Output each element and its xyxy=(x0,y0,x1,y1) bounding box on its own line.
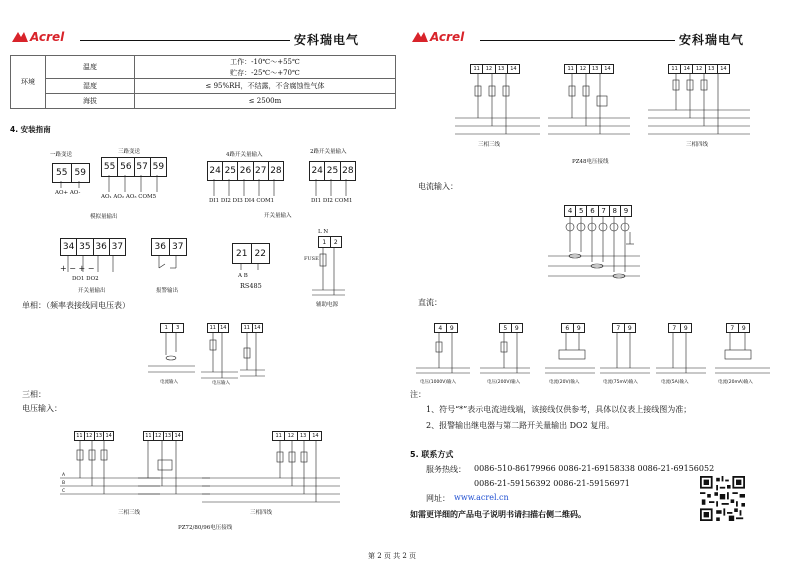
phase-a: A xyxy=(62,473,66,478)
terminal: 8 xyxy=(610,206,621,216)
current-input-title: 电流输入： xyxy=(418,182,458,191)
dc2-terminals xyxy=(499,323,523,333)
env-group: 环境 xyxy=(11,56,46,109)
terminal: 28 xyxy=(270,166,282,176)
analog-three-title: 三路变送 xyxy=(118,149,141,155)
terminal: 14 xyxy=(312,433,319,439)
terminal: 21 xyxy=(233,244,252,263)
terminal: 12 xyxy=(483,65,495,73)
terminal: 11 xyxy=(669,65,681,73)
terminal: 9 xyxy=(741,324,746,332)
terminal: 14 xyxy=(174,433,181,439)
rs485-terminals xyxy=(232,243,270,264)
dc4-terminals xyxy=(612,323,636,333)
tp2-caption: PZ72/80/96电压接线 xyxy=(178,525,233,531)
switch-out-terminals xyxy=(60,238,126,256)
brand-cn-left: 安科瑞电气 xyxy=(294,33,360,47)
aux-caption: 辅助电源 xyxy=(316,302,339,308)
contact-title: 5. 联系方式 xyxy=(410,450,454,459)
terminal: 14 xyxy=(510,66,517,72)
terminal: 7 xyxy=(613,324,625,332)
phase-b: B xyxy=(62,481,66,486)
brand-en-left: Acrel xyxy=(30,30,65,44)
dc2-caption: 电压(200V)输入 xyxy=(487,380,521,385)
terminal: 4 xyxy=(435,324,447,332)
switch-out-signs: + − + − xyxy=(60,264,95,273)
dc3-terminals xyxy=(561,323,585,333)
dc1-terminals xyxy=(434,323,458,333)
terminal: 11 xyxy=(208,324,219,332)
qr-note: 如需更详细的产品电子说明书请扫描右侧二维码。 xyxy=(410,510,586,519)
terminal: 6 xyxy=(562,324,574,332)
dc6-terminals xyxy=(726,323,750,333)
terminal: 35 xyxy=(77,239,93,255)
note-1: 1、符号“*”表示电流进线端，该接线仅供参考，具体以仪表上接线图为准； xyxy=(426,405,692,414)
terminal: 37 xyxy=(172,242,184,252)
qr-code-icon[interactable] xyxy=(700,476,745,521)
tp3-terminals xyxy=(272,431,322,441)
site-link[interactable]: www.acrel.cn xyxy=(454,493,509,502)
aux-fuse: FUSE xyxy=(304,256,319,262)
terminal: 14 xyxy=(220,325,227,331)
terminal: 12 xyxy=(285,432,297,440)
dc3-caption: 电流(20V)输入 xyxy=(549,380,580,385)
terminal: 11 xyxy=(144,432,154,440)
temp-storage: 贮存：-25℃～+70℃ xyxy=(135,67,396,79)
altitude-label: 海拔 xyxy=(46,94,135,109)
terminal: 14 xyxy=(105,433,112,439)
temp-label: 温度 xyxy=(46,56,135,79)
terminal: 13 xyxy=(590,65,602,73)
terminal: 7 xyxy=(669,324,681,332)
terminal: 55 xyxy=(53,164,72,182)
switch-out-sub: DO1 DO2 xyxy=(72,276,99,282)
terminal: 25 xyxy=(223,162,238,180)
tp2-terminals xyxy=(143,431,183,441)
terminal: 9 xyxy=(623,207,629,215)
terminal: 36 xyxy=(94,239,110,255)
terminal: 14 xyxy=(604,66,611,72)
terminal: 28 xyxy=(342,166,354,176)
terminal: 24 xyxy=(208,162,223,180)
phase-c: C xyxy=(62,489,66,494)
terminal: 9 xyxy=(683,324,688,332)
terminal: 1 xyxy=(319,237,331,247)
terminal: 13 xyxy=(298,432,310,440)
terminal: 22 xyxy=(254,248,266,259)
alarm-caption: 报警输出 xyxy=(156,288,179,294)
tp5-caption: PZ48电压接线 xyxy=(572,159,609,165)
switch-in4-labels: DI1 DI2 DI3 DI4 COM1 xyxy=(209,198,275,204)
tp3-caption: 三相四线 xyxy=(250,510,273,516)
tp4-caption: 三相三线 xyxy=(478,142,501,148)
altitude-value: ≤ 2500m xyxy=(135,94,396,109)
dc4-caption: 电流(75mV)输入 xyxy=(603,380,638,385)
temp-work: 工作：-10℃～+55℃ xyxy=(135,56,396,68)
analog-single-title: 一路变送 xyxy=(50,152,73,158)
terminal: 26 xyxy=(238,162,253,180)
switch-out-caption: 开关量输出 xyxy=(78,288,106,294)
terminal: 25 xyxy=(325,162,340,180)
alarm-terminals xyxy=(151,238,187,256)
terminal: 13 xyxy=(164,432,174,440)
dc5-terminals xyxy=(668,323,692,333)
tp4-terminals xyxy=(470,64,520,74)
tp1-terminals xyxy=(74,431,114,441)
single-voltage-caption: 电压输入 xyxy=(212,381,230,386)
terminal: 9 xyxy=(627,324,632,332)
terminal: 34 xyxy=(61,239,77,255)
single-current-caption: 电流输入 xyxy=(160,380,178,385)
terminal: 12 xyxy=(693,65,705,73)
terminal: 11 xyxy=(273,432,285,440)
terminal: 13 xyxy=(95,432,105,440)
single-pt-terminals xyxy=(241,323,263,333)
terminal: 7 xyxy=(727,324,739,332)
terminal: 14 xyxy=(681,65,693,73)
terminal: 12 xyxy=(85,432,95,440)
hotline-line1: 0086-510-86179966 0086-21-69158338 0086-21-69156052 xyxy=(474,464,715,473)
terminal: 11 xyxy=(471,65,483,73)
terminal: 9 xyxy=(449,324,454,332)
tp6-caption: 三相四线 xyxy=(686,142,709,148)
analog-single-labels: AO+ AO- xyxy=(55,190,81,196)
install-title: 4. 安装指南 xyxy=(10,125,51,134)
terminal: 5 xyxy=(500,324,512,332)
terminal: 3 xyxy=(176,325,180,331)
humidity-value: ≤ 95%RH，不结露，不含腐蚀性气体 xyxy=(135,79,396,94)
tp6-terminals xyxy=(668,64,730,74)
note-2: 2、报警输出继电器与第二路开关量输出 DO2 复用。 xyxy=(426,421,615,430)
rs485-caption: RS485 xyxy=(240,282,262,290)
analog-three-labels: AO₁ AO₂ AO₃ COM5 xyxy=(101,194,157,200)
hotline-line2: 0086-21-59156392 0086-21-59156971 xyxy=(474,479,630,488)
terminal: 13 xyxy=(496,65,508,73)
switch-in-caption: 开关量输入 xyxy=(264,213,292,219)
terminal: 5 xyxy=(576,206,587,216)
terminal: 2 xyxy=(333,238,338,246)
rs485-labels: A B xyxy=(238,273,248,279)
single-current-terminals xyxy=(160,323,184,333)
terminal: 11 xyxy=(242,324,253,332)
terminal: 14 xyxy=(254,325,261,331)
terminal: 14 xyxy=(720,66,727,72)
terminal: 4 xyxy=(565,206,576,216)
terminal: 11 xyxy=(75,432,85,440)
hotline-label: 服务热线： xyxy=(426,465,466,474)
terminal: 27 xyxy=(254,162,269,180)
aux-top-labels: L N xyxy=(318,229,329,235)
terminal: 56 xyxy=(118,158,134,176)
terminal: 59 xyxy=(74,168,86,178)
terminal: 1 xyxy=(161,324,173,332)
terminal: 7 xyxy=(599,206,610,216)
terminal: 37 xyxy=(111,242,124,252)
terminal: 12 xyxy=(577,65,589,73)
humidity-label: 湿度 xyxy=(46,79,135,94)
dc6-caption: 电流(20mA)输入 xyxy=(718,380,753,385)
terminal: 59 xyxy=(152,162,165,172)
switch-in2-labels: DI1 DI2 COM1 xyxy=(311,198,353,204)
terminal: 9 xyxy=(514,324,519,332)
terminal: 12 xyxy=(154,432,164,440)
voltage-input-title: 电压输入： xyxy=(22,404,62,413)
switch-in4-title: 4路开关量输入 xyxy=(226,152,263,158)
terminal: 13 xyxy=(706,65,718,73)
dc-title: 直流： xyxy=(418,298,442,307)
terminal: 9 xyxy=(576,324,581,332)
terminal: 11 xyxy=(565,65,577,73)
terminal: 55 xyxy=(102,158,118,176)
tp5-terminals xyxy=(564,64,614,74)
current-terminals xyxy=(564,205,632,217)
site-label: 网址： xyxy=(426,494,450,503)
page-footer: 第 2 页 共 2 页 xyxy=(368,552,417,560)
switch-in2-title: 2路开关量输入 xyxy=(310,149,347,155)
terminal: 6 xyxy=(587,206,598,216)
terminal: 24 xyxy=(310,162,325,180)
aux-terminals xyxy=(318,236,342,248)
analog-caption: 模拟量输出 xyxy=(90,214,118,220)
three-phase-title: 三相： xyxy=(22,390,46,399)
tp1-caption: 三相三线 xyxy=(118,510,141,516)
single-phase-title: 单相：（频率表接线同电压表） xyxy=(22,301,130,310)
terminal: 36 xyxy=(152,239,170,255)
dc1-caption: 电压(1000V)输入 xyxy=(420,380,457,385)
notes-title: 注： xyxy=(410,390,426,399)
single-voltage-terminals xyxy=(207,323,229,333)
brand-en-right: Acrel xyxy=(430,30,465,44)
terminal: 57 xyxy=(135,158,151,176)
brand-cn-right: 安科瑞电气 xyxy=(679,33,745,47)
dc5-caption: 电流(5A)输入 xyxy=(661,380,689,385)
